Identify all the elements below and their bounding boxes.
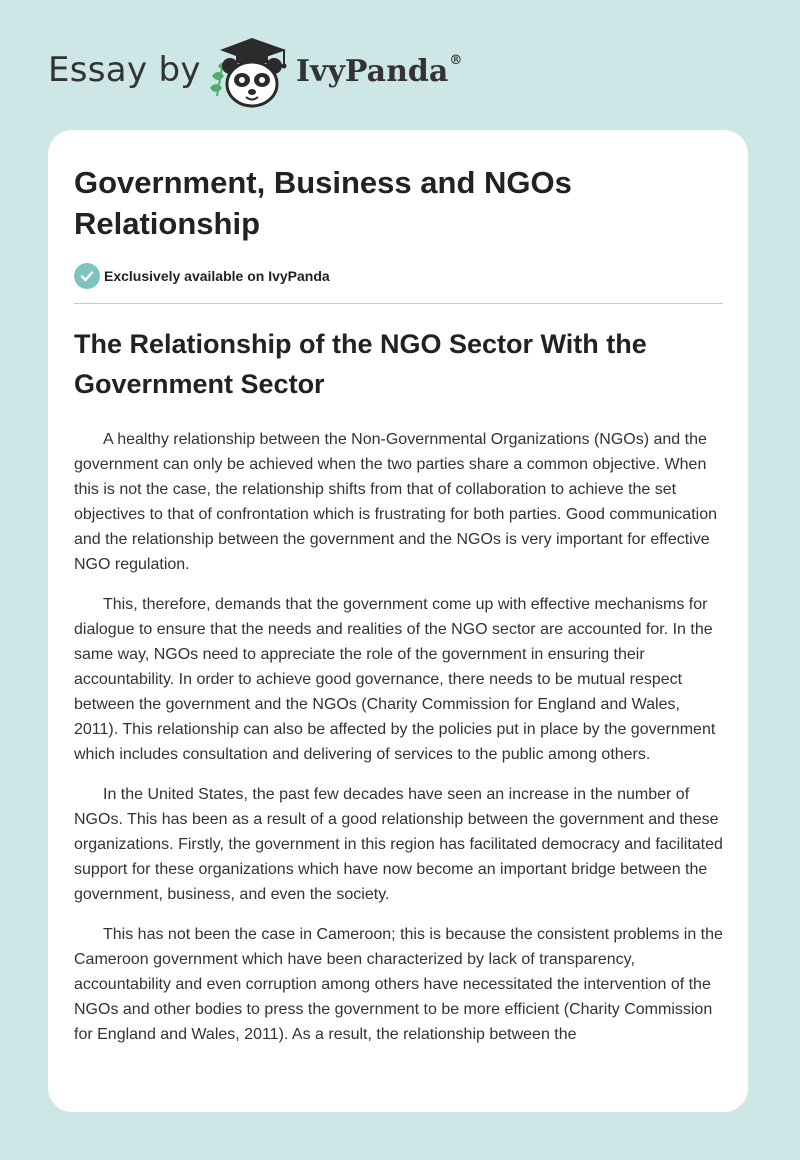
check-glyph [80,269,94,283]
section-heading: The Relationship of the NGO Sector With the Government Sector [74,329,647,399]
brand-name-text: IvyPanda [296,54,449,89]
panda-graduate-icon[interactable] [200,36,292,108]
essay-card [48,130,748,1112]
paragraph: This has not been the case in Cameroon; this is because the consistent problems in the Cameroon government which have been characterized by lack of transparency, accountability and even corruption among others have necessitated the intervention of the NGOs and other bodies to press the government to be more efficient (Charity Commission for England and Wales, 2011). As a result, the relationship between the [74,926,723,1043]
paragraph: This, therefore, demands that the government come up with effective mechanisms for dialogue to ensure that the needs and realities of the NGO sector are accounted for. In the same way, NGOs need to appreciate the role of the government in ensuring their accountability. In order to achieve good governance, there needs to be mutual respect between the government and the NGOs (Charity Commission for England and Wales, 2011). This relationship can also be affected by the policies put in place by the government which includes consultation and delivering of services to the public among others. [74,596,716,763]
essay-body [74,427,724,1062]
essay-by-label: Essay by [48,50,201,90]
title-divider [74,303,723,304]
page-title: Government, Business and NGOs Relationship [74,165,572,241]
checkmark-icon [74,263,100,289]
exclusive-label: Exclusively available on IvyPanda [104,268,330,284]
ivypanda-wordmark[interactable] [296,54,462,89]
paragraph: A healthy relationship between the Non-Governmental Organizations (NGOs) and the government can only be achieved when the two parties share a common objective. When this is not the case, the relationship shifts from that of collaboration to achieve the set objectives to that of confrontation which is frustrating for both parties. Good communication and the relationship between the government and the NGOs is very important for effective NGO regulation. [74,431,717,573]
registered-mark: ® [449,53,463,68]
paragraph: In the United States, the past few decades have seen an increase in the number of NGOs. This has been as a result of a good relationship between the government and these organizations. Firstly, the government in this region has facilitated democracy and facilitated support for these organizations which have now become an important bridge between the government, business, and even the society. [74,786,723,903]
site-header [0,0,800,120]
exclusive-badge [74,263,330,289]
